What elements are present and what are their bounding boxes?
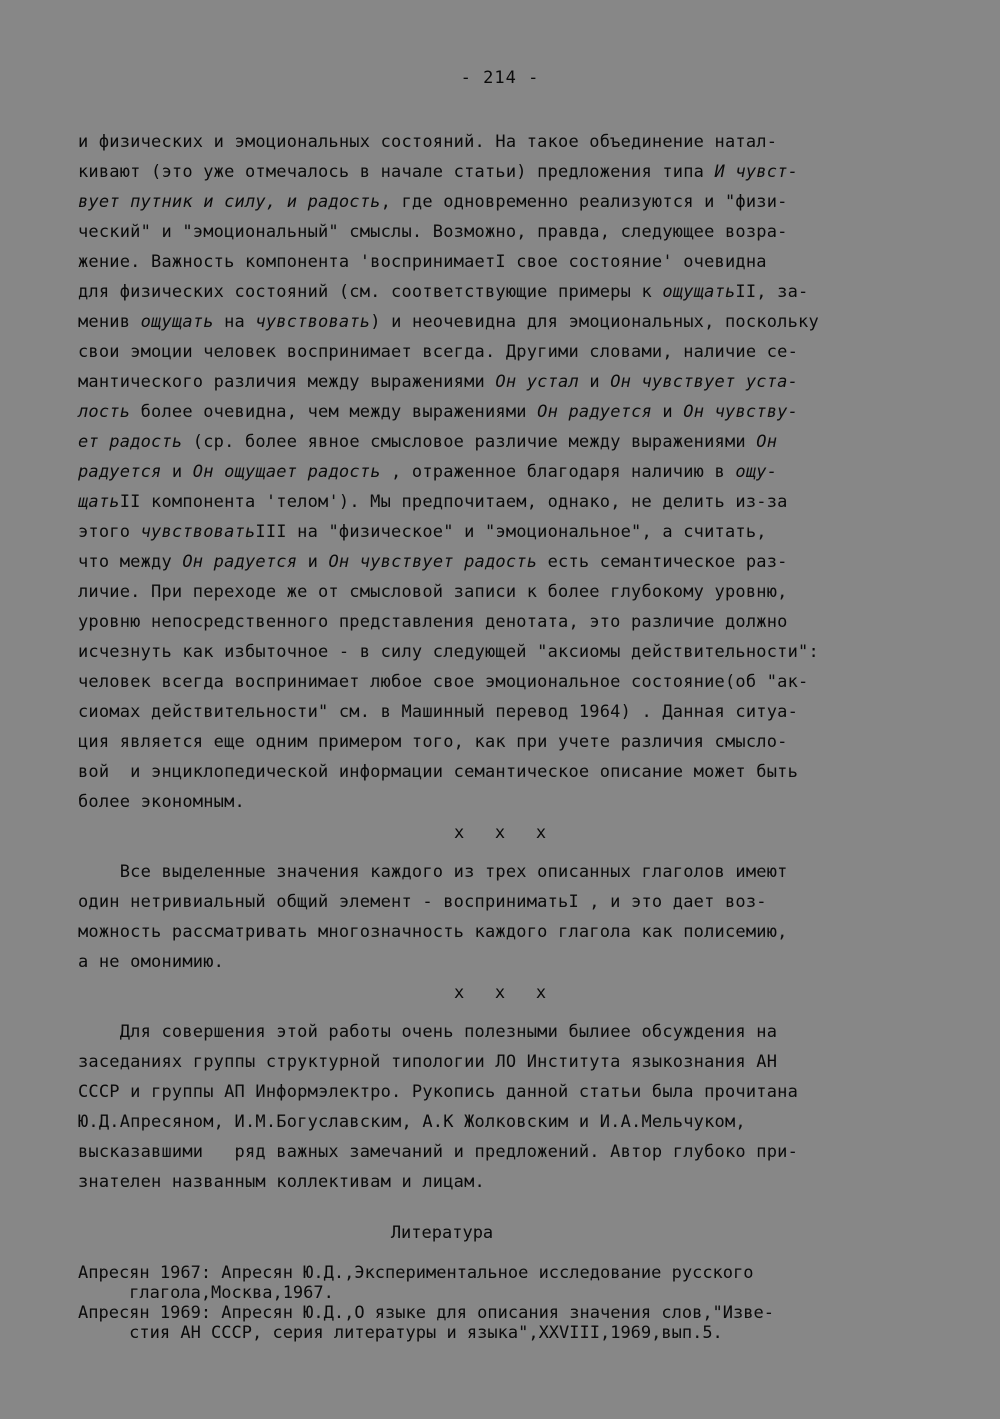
text-line: мантического различия между выражениями Он устал и Он чувствует уста-	[78, 372, 799, 392]
text-line: можность рассматривать многозначность каждого глагола как полисемию,	[78, 922, 788, 942]
text-line: более экономным.	[78, 792, 245, 812]
text-line: Ю.Д.Апресяном, И.М.Богуславским, А.К Жолковским и И.А.Мельчуком,	[78, 1112, 746, 1132]
section-separator-1: x x x	[453, 823, 547, 843]
text-line: ция является еще одним примером того, как при учете различия смысло-	[78, 732, 788, 752]
text-line: лость более очевидна, чем между выражениями Он радуется и Он чувству-	[78, 402, 799, 422]
text-line: личие. При переходе же от смысловой записи к более глубокому уровню,	[78, 582, 788, 602]
text-line: СССР и группы АП Информэлектро. Рукопись данной статьи была прочитана	[78, 1082, 799, 1102]
text-line: один нетривиальный общий элемент - восприниматьI , и это дает воз-	[78, 892, 767, 912]
text-line: вой и энциклопедической информации семантическое описание может быть	[78, 762, 799, 782]
text-line: Все выделенные значения каждого из трех описанных глаголов имеют	[78, 862, 788, 882]
text-line: этого чувствоватьIII на "физическое" и "эмоциональное", а считать,	[78, 522, 767, 542]
text-line: для физических состояний (см. соответствующие примеры к ощущатьII, за-	[78, 282, 809, 302]
text-line: исчезнуть как избыточное - в силу следующей "аксиомы действительности":	[78, 642, 819, 662]
page-number: - 214 -	[460, 68, 540, 88]
text-line: знателен названным коллективам и лицам.	[78, 1172, 485, 1192]
text-line: жение. Важность компонента 'воспринимаетI свое состояние' очевидна	[78, 252, 767, 272]
text-line: высказавшими ряд важных замечаний и предложений. Автор глубоко при-	[78, 1142, 799, 1162]
text-line: сиомах действительности" см. в Машинный перевод 1964) . Данная ситуа-	[78, 702, 799, 722]
text-line: ет радость (ср. более явное смысловое различие между выражениями Он	[78, 432, 778, 452]
text-line: вует путник и силу, и радость, где одновременно реализуются и "физи-	[78, 192, 788, 212]
text-line: кивают (это уже отмечалось в начале статьи) предложения типа И чувст-	[78, 162, 799, 182]
reference-line: глагола,Москва,1967.	[78, 1283, 334, 1303]
text-line: радуется и Он ощущает радость , отраженное благодаря наличию в ощу-	[78, 462, 778, 482]
reference-line: Апресян 1969: Апресян Ю.Д.,О языке для описания значения слов,"Изве-	[78, 1303, 774, 1323]
text-line: менив ощущать на чувствовать) и неочевидна для эмоциональных, поскольку	[78, 312, 819, 332]
text-line: уровню непосредственного представления денотата, это различие должно	[78, 612, 788, 632]
section-separator-2: x x x	[453, 983, 547, 1003]
reference-line: стия АН СССР, серия литературы и языка",XXVIII,1969,вып.5.	[78, 1323, 723, 1343]
text-line: ческий" и "эмоциональный" смыслы. Возможно, правда, следующее возра-	[78, 222, 788, 242]
text-line: свои эмоции человек воспринимает всегда. Другими словами, наличие се-	[78, 342, 799, 362]
text-line: Для совершения этой работы очень полезными былиее обсуждения на	[78, 1022, 778, 1042]
text-line: и физических и эмоциональных состояний. На такое объединение натал-	[78, 132, 778, 152]
reference-line: Апресян 1967: Апресян Ю.Д.,Экспериментальное исследование русского	[78, 1263, 754, 1283]
text-line: щатьII компонента 'телом'). Мы предпочитаем, однако, не делить из-за	[78, 492, 788, 512]
references-heading: Литература	[390, 1223, 494, 1243]
text-line: что между Он радуется и Он чувствует радость есть семантическое раз-	[78, 552, 788, 572]
text-line: а не омонимию.	[78, 952, 225, 972]
text-line: человек всегда воспринимает любое свое эмоциональное состояние(об "ак-	[78, 672, 809, 692]
text-line: заседаниях группы структурной типологии ЛО Института языкознания АН	[78, 1052, 778, 1072]
